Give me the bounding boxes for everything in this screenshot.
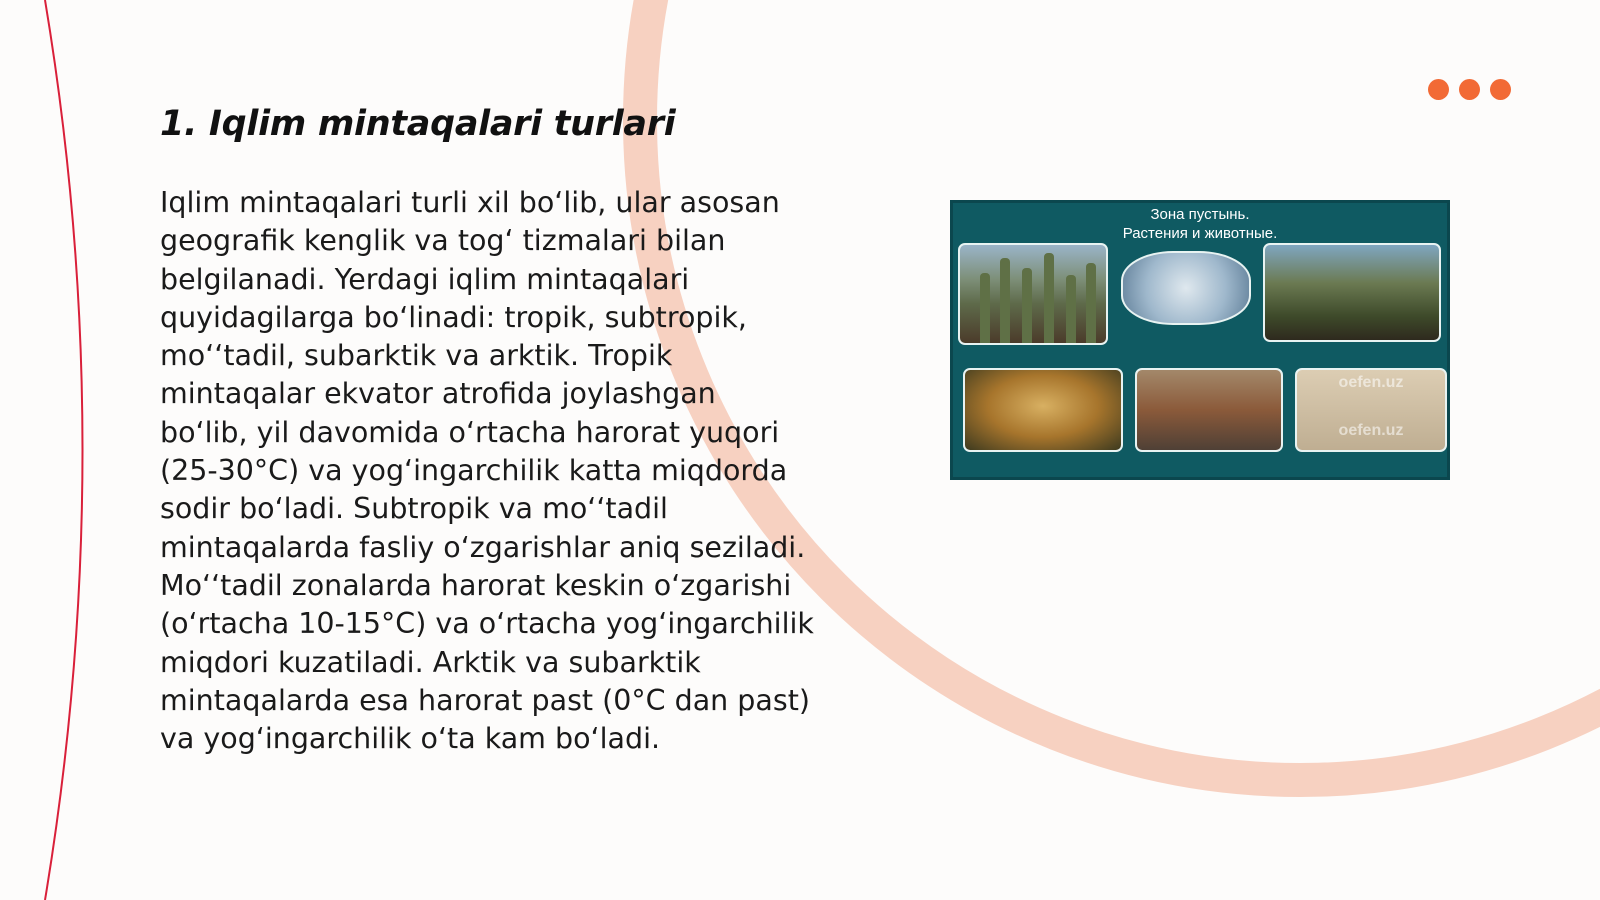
desert-zone-image [950, 200, 1450, 480]
cactus-shape [1000, 258, 1010, 343]
left-accent-curve [45, 0, 83, 900]
more-dots-icon [1428, 79, 1511, 100]
cactus-shape [1066, 275, 1076, 343]
slide-body-text: Iqlim mintaqalari turli xil bo‘lib, ular asosan geografik kenglik va tog‘ tizmalari bilan belgilanadi. Yerdagi iqlim mintaqalari quyidagilarga bo‘linadi: tropik, subtropik, mo‘‘tadil, subarktik va arktik. Tropik mintaqalar ekvator atrofida joylashgan bo‘lib, yil davomida o‘rtacha harorat yuqori (25-30°C) va yog‘ingarchilik katta miqdorda sodir bo‘ladi. Subtropik va mo‘‘tadil mintaqalarda fasliy o‘zgarishlar aniq seziladi. Mo‘‘tadil zonalarda harorat keskin o‘zgarishi (o‘rtacha 10-15°C) va o‘rtacha yog‘ingarchilik miqdori kuzatiladi. Arktik va subarktik mintaqalarda esa harorat past (0°C dan past) va yog‘ingarchilik o‘ta kam bo‘ladi. [160, 186, 814, 756]
cactus-shape [1044, 253, 1054, 343]
dot [1459, 79, 1480, 100]
cactus-shape [980, 273, 990, 343]
agave-photo [1263, 243, 1441, 342]
cactus-photo [958, 243, 1108, 345]
image-caption: Зона пустынь. Растения и животные. [1122, 206, 1278, 242]
watermark: oefen.uz [1338, 422, 1404, 439]
cactus-shape [1022, 268, 1032, 343]
slide-title: 1. Iqlim mintaqalari turlari [160, 104, 676, 144]
saxaul-photo [1121, 251, 1251, 325]
jaguar-photo [963, 368, 1123, 452]
dot [1490, 79, 1511, 100]
watermark: oefen.uz [1338, 374, 1404, 391]
cougar-photo [1135, 368, 1283, 452]
dot [1428, 79, 1449, 100]
lizard-photo [1295, 368, 1447, 452]
cactus-shape [1086, 263, 1096, 343]
